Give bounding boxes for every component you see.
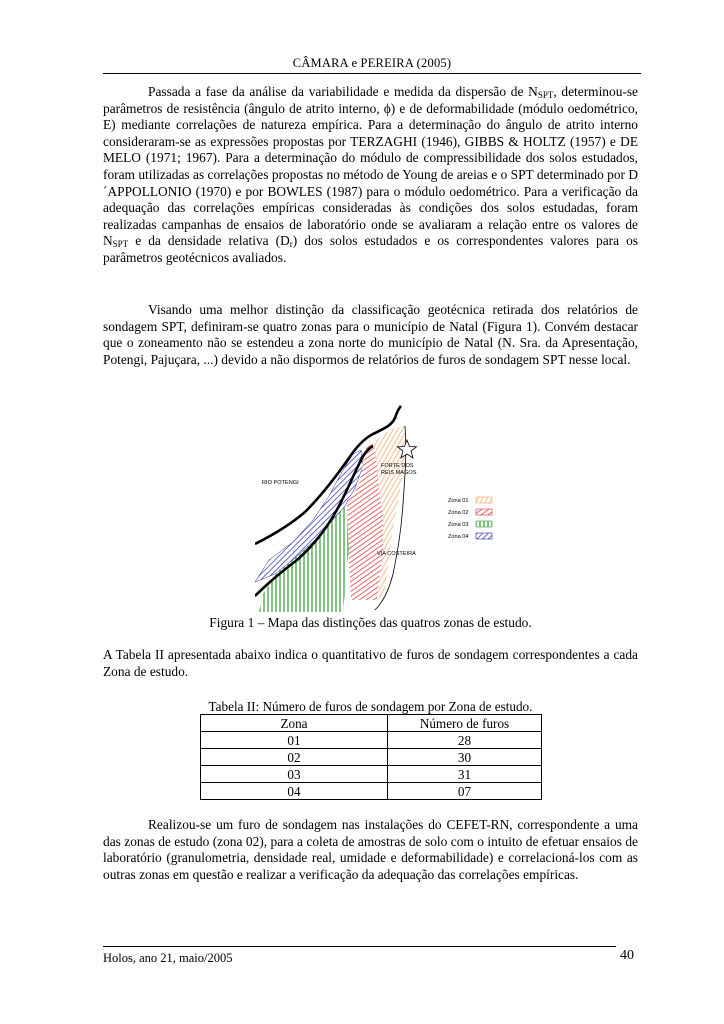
legend-label-zona-02: Zona 02: [448, 510, 469, 516]
table-row: [201, 749, 542, 766]
p1-text-1: Passada a fase da análise da variabilidade e medida da dispersão de N: [148, 84, 538, 99]
paragraph-1: [103, 84, 638, 267]
table-cell-furos: 30: [388, 749, 542, 766]
p4-text: Realizou-se um furo de sondagem nas instalações do CEFET-RN, correspondente a uma das zonas de estudo (zona 02), para a coleta de amostras de solo com o intuito de efetuar ensaios de laboratório (granulometria, densidade real, umidade e deformabilidade) e correlacioná-los com as outras zonas em questão e realizar a verificação da adequação das correlações empíricas.: [103, 817, 638, 882]
label-rio-potengi: RIO POTENGI: [262, 480, 299, 486]
table-cell-zona: 03: [201, 766, 388, 783]
figure-caption: Figura 1 – Mapa das distinções das quatros zonas de estudo.: [209, 615, 532, 630]
table-header-zona: Zona: [201, 715, 388, 732]
table-row: [201, 766, 542, 783]
p1-text-2: , determinou-se parâmetros de resistência (ângulo de atrito interno, ϕ) e de deformabilidade (módulo oedométrico, E) mediante correlações de natureza empírica. Para a determinação do ângulo de atrito interno consideraram-se as expressões propostas por TERZAGHI (1946), GIBBS & HOLTZ (1957) e DE MELO (1971; 1967). Para a determinação do módulo de compressibilidade dos solos estudados, foram utilizadas as correlações propostas no método de Young de areias e o SPT determinado por D´APPOLLONIO (1970) e por BOWLES (1987) para o módulo oedométrico. Para a verificação da adequação das correlações empíricas consideradas às condições dos solos estudadas, foram realizadas campanhas de ensaios de laboratório onde se avaliaram a relação entre os valores de N: [103, 84, 638, 249]
label-via-costeira: VIA COSTEIRA: [377, 551, 416, 557]
legend-swatch-zona-03: [476, 521, 492, 527]
paragraph-4: [103, 817, 638, 883]
p1-sub-spt-2: SPT: [112, 239, 129, 250]
legend-swatch-zona-01: [476, 497, 492, 503]
table-cell-zona: 02: [201, 749, 388, 766]
zones-map: [255, 404, 510, 614]
table-cell-zona: 04: [201, 783, 388, 800]
label-forte-line1: FORTE DOS: [381, 463, 414, 469]
footer-journal: Holos, ano 21, maio/2005: [103, 951, 233, 965]
paragraph-2: [103, 302, 638, 368]
p2-text: Visando uma melhor distinção da classificação geotécnica retirada dos relatórios de sondagem SPT, definiram-se quatro zonas para o município de Natal (Figura 1). Convém destacar que o zoneamento não se estendeu a zona norte do município de Natal (N. Sra. da Apresentação, Potengi, Pajuçara, ...) devido a não dispormos de relatórios de furos de sondagem SPT nesse local.: [103, 302, 638, 367]
zone-03-area: [259, 500, 351, 612]
legend-swatch-zona-04: [476, 533, 492, 539]
zones-map-figure: [255, 404, 510, 614]
table-cell-furos: 28: [388, 732, 542, 749]
legend-swatch-zona-02: [476, 509, 492, 515]
p1-sub-r: r: [289, 239, 293, 250]
map-legend: [448, 497, 492, 540]
footer-rule: [103, 946, 616, 947]
table-cell-furos: 07: [388, 783, 542, 800]
zones-table: [200, 714, 542, 800]
legend-label-zona-01: Zona 01: [448, 498, 469, 504]
running-header: CÂMARA e PEREIRA (2005): [292, 56, 452, 70]
table-row: [201, 732, 542, 749]
table-cell-furos: 31: [388, 766, 542, 783]
header-rule: [103, 73, 641, 74]
p1-text-4: ) dos solos estudados e os correspondentes valores para os parâmetros geotécnicos avaliados.: [103, 233, 638, 265]
p1-sub-spt-1: SPT: [537, 90, 554, 100]
table-cell-zona: 01: [201, 732, 388, 749]
table-caption: Tabela II: Número de furos de sondagem por Zona de estudo.: [208, 699, 533, 714]
label-forte-line2: REIS MAGOS: [381, 470, 417, 476]
page-number: 40: [620, 948, 634, 963]
paragraph-3: A Tabela II apresentada abaixo indica o quantitativo de furos de sondagem correspondentes a cada Zona de estudo.: [103, 647, 638, 679]
table-header-row: [201, 715, 542, 732]
table-row: [201, 783, 542, 800]
legend-label-zona-04: Zona 04: [448, 534, 469, 540]
p1-text-3: e da densidade relativa (D: [128, 233, 290, 249]
legend-label-zona-03: Zona 03: [448, 522, 469, 528]
table-header-furos: Número de furos: [388, 715, 542, 732]
